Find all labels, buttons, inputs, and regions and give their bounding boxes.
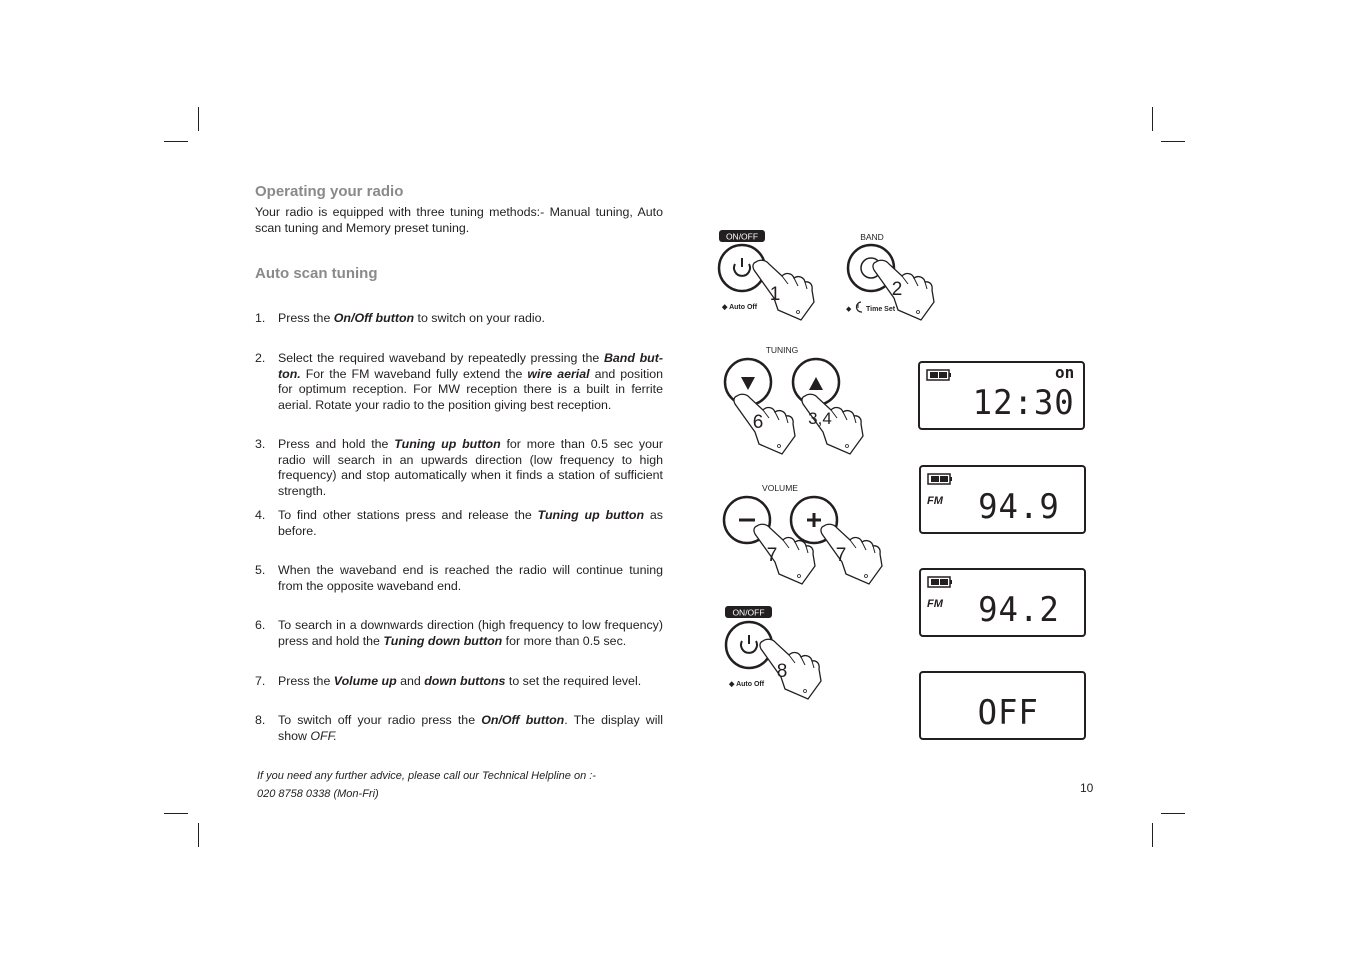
page-number: 10 <box>1080 781 1094 795</box>
step-text: and <box>396 674 425 688</box>
step-number: 6. <box>255 618 266 632</box>
pointing-hand-icon <box>760 639 821 699</box>
step-text: . The display will show <box>278 713 663 743</box>
power-indicator: on <box>1055 363 1075 382</box>
step-number: 7. <box>255 674 266 688</box>
step-callout: 1 <box>769 284 781 305</box>
on-off-label: ON/OFF <box>725 231 759 242</box>
step-text: For the FM waveband fully extend the <box>300 366 528 381</box>
step-text: Press the <box>278 311 334 325</box>
step-callout: 3,4 <box>808 409 832 428</box>
step-text: To search in a downwards direction (high frequency to low frequency) press and hold the <box>278 618 663 648</box>
lcd-display-fm <box>919 568 1086 637</box>
step-number: 1. <box>255 311 266 325</box>
step-number: 2. <box>255 351 266 365</box>
auto-off-label: ◆ Auto Off <box>722 304 758 311</box>
display-value: 94.2 <box>978 590 1060 630</box>
step-emphasis: wire aerial <box>527 366 590 381</box>
step-emphasis: On/Off button <box>481 713 565 727</box>
intro-paragraph: Your radio is equipped with three tuning methods:- Manual tuning, Auto scan tuning and Memory preset tuning. <box>255 205 663 235</box>
band-indicator: FM <box>927 495 943 507</box>
band-indicator: FM <box>927 598 943 610</box>
volume-label: VOLUME <box>762 483 798 493</box>
step-callout: 7 <box>835 545 847 566</box>
section-title: Operating your radio <box>255 183 404 200</box>
pointing-hand-icon <box>734 394 795 454</box>
lcd-display-off <box>919 671 1086 740</box>
step-text: To find other stations press and release the <box>278 508 538 522</box>
step-text: Press the <box>278 674 334 688</box>
step-number: 8. <box>255 713 266 727</box>
step-text: for more than 0.5 sec. <box>502 633 627 648</box>
step-text: Press and hold the <box>278 437 395 451</box>
step-emphasis: Volume up <box>333 674 397 688</box>
band-label: BAND <box>860 232 884 242</box>
display-value: OFF <box>977 693 1039 733</box>
step-callout: 7 <box>766 545 778 566</box>
time-set-bullet: ◆ <box>846 306 852 313</box>
battery-icon <box>926 369 952 381</box>
helpline-text: If you need any further advice, please call our Technical Helpline on :- <box>257 770 596 782</box>
step-callout: 6 <box>752 412 764 433</box>
step-callout: 2 <box>891 279 903 300</box>
step-emphasis: Tuning up button <box>537 508 645 522</box>
battery-icon <box>927 576 953 588</box>
step-number: 4. <box>255 508 266 522</box>
step-emphasis: Tuning up button <box>394 437 501 451</box>
step-emphasis: Tuning down button <box>383 633 503 648</box>
helpline-number: 020 8758 0338 (Mon-Fri) <box>257 788 379 800</box>
pointing-hand-icon <box>753 260 814 320</box>
step-text: To switch off your radio press the <box>278 713 482 727</box>
clock-icon <box>856 302 862 312</box>
display-value: 94.9 <box>978 487 1060 527</box>
step-text: to switch on your radio. <box>414 311 545 325</box>
step-emphasis: On/Off button <box>333 311 415 325</box>
step-number: 3. <box>255 437 266 451</box>
step-emphasis: OFF. <box>310 728 337 743</box>
step-emphasis: Band but-ton. <box>278 351 663 381</box>
step-emphasis: down buttons <box>424 674 506 688</box>
display-value: 12:30 <box>972 383 1075 423</box>
battery-icon <box>927 473 953 485</box>
lcd-display-fm <box>919 465 1086 534</box>
step-text: for more than 0.5 sec your radio will search in an upwards direction (low frequency to high frequency) and stop automatically when it finds a station of sufficient strength. <box>278 437 663 498</box>
tuning-label: TUNING <box>765 345 799 355</box>
step-text: Select the required waveband by repeatedly pressing the <box>278 351 604 365</box>
step-text: and position for optimum reception. For MW reception there is a built in ferrite aerial. Rotate your radio to the position giving best reception. <box>278 366 663 412</box>
section-subtitle: Auto scan tuning <box>255 265 378 282</box>
step-text: to set the required level. <box>505 674 642 688</box>
time-set-label: Time Set <box>866 306 896 313</box>
step-text: When the waveband end is reached the radio will continue tuning from the opposite waveband end. <box>278 563 663 593</box>
on-off-label: ON/OFF <box>732 607 765 618</box>
lcd-display-time <box>918 361 1085 430</box>
step-text: as before. <box>278 508 663 538</box>
step-callout: 8 <box>776 661 788 682</box>
pointing-hand-icon <box>821 524 882 584</box>
auto-off-label: ◆ Auto Off <box>729 681 765 688</box>
step-number: 5. <box>255 563 266 577</box>
